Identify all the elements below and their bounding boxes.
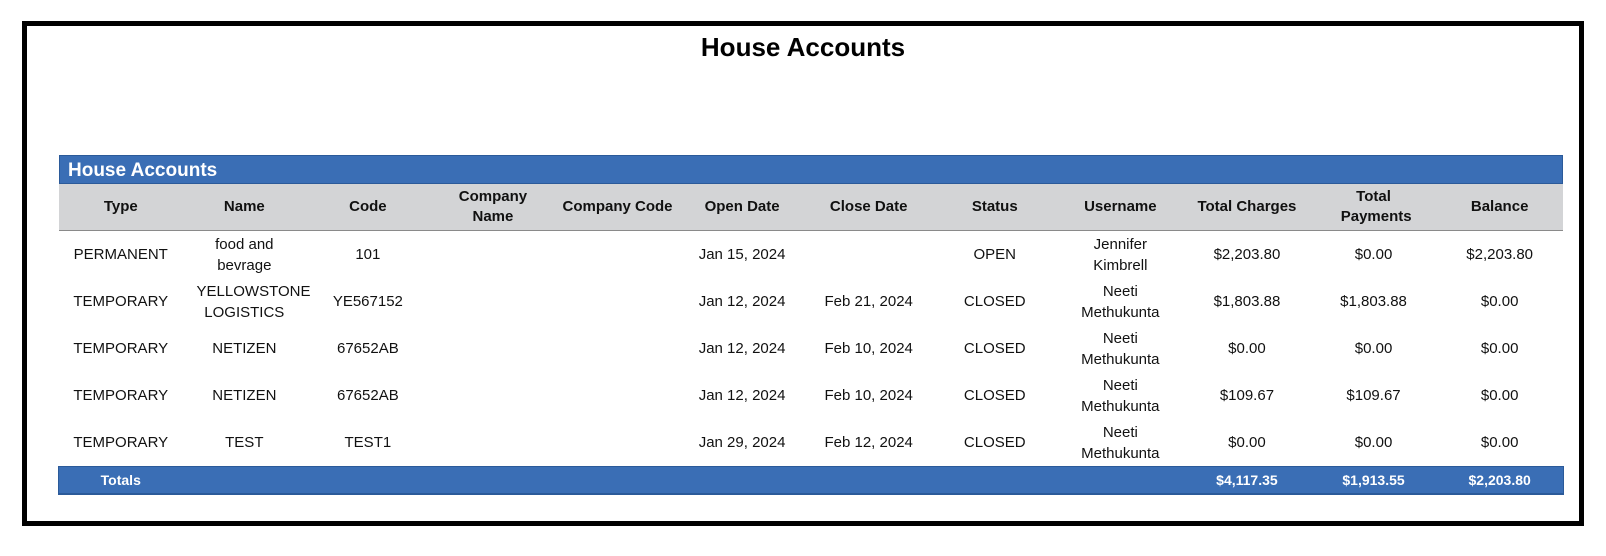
cell-status: CLOSED bbox=[963, 434, 1026, 451]
col-header-company-code: Company Code bbox=[556, 184, 679, 231]
cell-total-charges: $2,203.80 bbox=[1213, 246, 1281, 263]
cell-code: 67652AB bbox=[337, 340, 399, 357]
col-header-balance: Balance bbox=[1436, 184, 1563, 231]
cell-code: TEST1 bbox=[344, 434, 392, 451]
cell-company-code bbox=[556, 231, 679, 279]
cell-username: Neeti Methukunta bbox=[1081, 423, 1160, 462]
cell-username: Neeti Methukunta bbox=[1081, 376, 1160, 415]
cell-username: Neeti Methukunta bbox=[1081, 329, 1160, 368]
cell-balance: $2,203.80 bbox=[1466, 246, 1534, 263]
cell-total-charges: $0.00 bbox=[1228, 434, 1266, 451]
cell-status: CLOSED bbox=[963, 387, 1026, 404]
cell-balance: $0.00 bbox=[1480, 340, 1519, 357]
cell-company-name bbox=[430, 372, 557, 419]
cell-balance: $0.00 bbox=[1480, 434, 1519, 451]
cell-close-date: Feb 21, 2024 bbox=[824, 293, 913, 310]
table-row bbox=[59, 372, 1563, 419]
table-row bbox=[59, 278, 1563, 325]
col-header-total-charges: Total Charges bbox=[1183, 184, 1311, 231]
cell-company-code bbox=[556, 419, 679, 467]
cell-open-date: Jan 12, 2024 bbox=[698, 293, 786, 310]
cell-company-code bbox=[556, 278, 679, 325]
cell-username: Jennifer Kimbrell bbox=[1093, 235, 1148, 274]
totals-row bbox=[59, 467, 1563, 494]
cell-status: OPEN bbox=[973, 246, 1017, 263]
cell-company-name bbox=[430, 231, 557, 279]
col-header-username: Username bbox=[1058, 184, 1184, 231]
cell-close-date: Feb 10, 2024 bbox=[824, 387, 913, 404]
house-accounts-report bbox=[59, 155, 1563, 494]
house-accounts-table bbox=[59, 184, 1563, 494]
cell-open-date: Jan 12, 2024 bbox=[698, 387, 786, 404]
cell-total-payments: $0.00 bbox=[1354, 246, 1393, 263]
table-row bbox=[59, 325, 1563, 372]
cell-name: YELLOWSTONE LOGISTICS bbox=[196, 282, 311, 321]
totals-balance: $2,203.80 bbox=[1436, 467, 1563, 494]
table-row bbox=[59, 419, 1563, 467]
col-header-name: Name bbox=[183, 184, 307, 231]
cell-total-payments: $0.00 bbox=[1354, 434, 1393, 451]
cell-open-date: Jan 15, 2024 bbox=[698, 246, 786, 263]
cell-company-code bbox=[556, 372, 679, 419]
cell-company-code bbox=[556, 325, 679, 372]
cell-total-payments: $1,803.88 bbox=[1340, 293, 1407, 310]
cell-name: TEST bbox=[225, 434, 264, 451]
cell-name: NETIZEN bbox=[212, 340, 277, 357]
cell-balance: $0.00 bbox=[1480, 293, 1519, 310]
report-frame bbox=[22, 21, 1584, 526]
col-header-status: Status bbox=[932, 184, 1058, 231]
cell-name: NETIZEN bbox=[212, 387, 277, 404]
cell-balance: $0.00 bbox=[1480, 387, 1519, 404]
cell-total-charges: $1,803.88 bbox=[1213, 293, 1281, 310]
cell-type: PERMANENT bbox=[73, 246, 168, 263]
table-row bbox=[59, 231, 1563, 279]
cell-close-date: Feb 10, 2024 bbox=[824, 340, 913, 357]
col-header-total-payments: Total Payments bbox=[1311, 184, 1437, 231]
cell-code: 67652AB bbox=[337, 387, 399, 404]
account-rows bbox=[59, 231, 1563, 467]
col-header-close-date: Close Date bbox=[805, 184, 932, 231]
cell-username: Neeti Methukunta bbox=[1081, 282, 1160, 321]
page-title: House Accounts bbox=[700, 32, 906, 62]
cell-name: food and bevrage bbox=[215, 235, 274, 274]
cell-total-payments: $109.67 bbox=[1346, 387, 1401, 404]
cell-total-charges: $0.00 bbox=[1228, 340, 1266, 357]
cell-company-name bbox=[430, 278, 557, 325]
cell-type: TEMPORARY bbox=[73, 340, 169, 357]
cell-close-date: Feb 12, 2024 bbox=[824, 434, 913, 451]
col-header-code: Code bbox=[306, 184, 430, 231]
cell-code: YE567152 bbox=[332, 293, 403, 310]
column-header-row bbox=[59, 184, 1563, 231]
cell-company-name bbox=[430, 419, 557, 467]
cell-status: CLOSED bbox=[963, 340, 1026, 357]
totals-label: Totals bbox=[59, 467, 183, 494]
cell-type: TEMPORARY bbox=[73, 387, 169, 404]
col-header-type: Type bbox=[59, 184, 183, 231]
cell-open-date: Jan 12, 2024 bbox=[698, 340, 786, 357]
cell-open-date: Jan 29, 2024 bbox=[698, 434, 786, 451]
cell-company-name bbox=[430, 325, 557, 372]
cell-type: TEMPORARY bbox=[73, 434, 169, 451]
cell-status: CLOSED bbox=[963, 293, 1026, 310]
totals-payments: $1,913.55 bbox=[1311, 467, 1437, 494]
cell-total-payments: $0.00 bbox=[1354, 340, 1393, 357]
col-header-company-name: Company Name bbox=[430, 184, 557, 231]
cell-total-charges: $109.67 bbox=[1219, 387, 1275, 404]
totals-charges: $4,117.35 bbox=[1183, 467, 1311, 494]
cell-code: 101 bbox=[355, 246, 381, 263]
cell-close-date bbox=[805, 231, 932, 279]
col-header-open-date: Open Date bbox=[679, 184, 806, 231]
section-title: House Accounts bbox=[59, 155, 1563, 184]
cell-type: TEMPORARY bbox=[73, 293, 169, 310]
